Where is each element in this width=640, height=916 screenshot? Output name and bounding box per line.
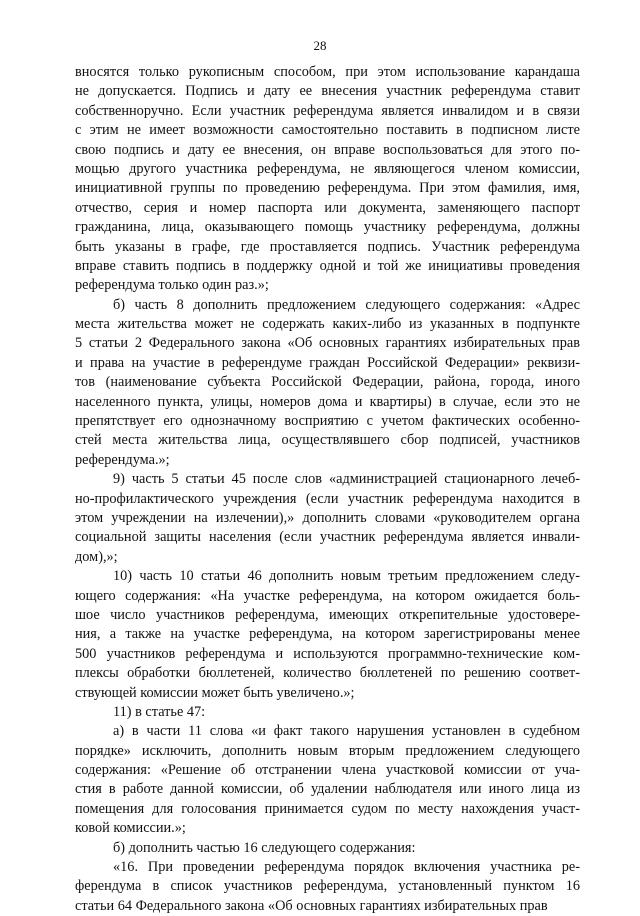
text-line: места жительства может не содержать каких-либо из указанных в подпункте (75, 316, 580, 333)
paragraph-p3 (75, 470, 580, 567)
text-line: стей места жительства лица, осуществлявшего сбор подписей, участников (75, 432, 580, 449)
text-line: шое число участников референдума, имеющих открепительные удостовере- (75, 606, 580, 623)
text-line: препятствует его однозначному восприятию с учетом фактических особенно- (75, 413, 580, 430)
paragraph-p6 (75, 722, 580, 838)
text-line: гражданина, лица, оказывающего помощь участнику референдума, должны (75, 219, 580, 236)
text-line: помещения для голосования принимается судом по месту нахождения участ- (75, 800, 580, 817)
text-line: тов (наименование субъекта Российской Федерации, района, города, иного (75, 374, 580, 391)
text-line: порядке» исключить, дополнить новым вторым предложением следующего (75, 742, 580, 759)
paragraph-p7 (75, 839, 580, 858)
text-line: свою подпись и дату ее внесения, он вправе воспользоваться для этого по- (75, 141, 580, 158)
text-line: б) дополнить частью 16 следующего содержания: (113, 839, 416, 856)
text-line: 9) часть 5 статьи 45 после слов «администрацией стационарного лечеб- (113, 471, 580, 488)
text-line: референдума.»; (75, 451, 170, 468)
text-line: собственноручно. Если участник референдума является инвалидом и в связи (75, 102, 580, 119)
paragraph-p1 (75, 63, 580, 296)
text-line: 500 участников референдума и используются программно-технические ком- (75, 645, 580, 662)
document-body (75, 63, 580, 916)
text-line: отчество, серия и номер паспорта или документа, заменяющего паспорт (75, 199, 580, 216)
page-number: 28 (313, 38, 327, 53)
text-line: быть указаны в графе, где проставляется подпись. Участник референдума (75, 238, 580, 255)
text-line: этом учреждении на излечении),» дополнить словами «руководителем органа (75, 509, 580, 526)
text-line: но-профилактического учреждения (если участник референдума находится в (75, 490, 580, 507)
text-line: ферендума в список участников референдума, установленный пунктом 16 (75, 878, 580, 895)
text-line: статьи 64 Федерального закона «Об основных гарантиях избирательных прав (75, 897, 548, 914)
text-line: референдума только один раз.»; (75, 277, 269, 294)
text-line: а) в части 11 слова «и факт такого нарушения установлен в судебном (113, 723, 580, 740)
paragraph-p2 (75, 296, 580, 471)
text-line: инициативной группы по проведению референдума. При этом фамилия, имя, (75, 180, 580, 197)
text-line: населенного пункта, улицы, номеров дома и квартиры) в случае, если это не (75, 393, 580, 410)
text-line: содержания: «Решение об отстранении члена участковой комиссии от уча- (75, 762, 580, 779)
text-line: «16. При проведении референдума порядок включения участника ре- (113, 859, 580, 876)
paragraph-p5 (75, 703, 580, 722)
text-line: мощью другого участника референдума, не являющегося членом комиссии, (75, 160, 580, 177)
text-line: социальной защиты населения (если участник референдума является инвали- (75, 529, 580, 546)
text-line: плексы обработки бюллетеней, количество бюллетеней по решению соответ- (75, 665, 580, 682)
text-line: ствующей комиссии может быть увеличено.»; (75, 684, 355, 701)
paragraph-p8 (75, 858, 580, 916)
text-line: ния, а также на участке референдума, на котором зарегистрированы менее (75, 626, 580, 643)
text-line: 10) часть 10 статьи 46 дополнить новым третьим предложением следу- (113, 568, 580, 585)
text-line: 11) в статье 47: (113, 703, 206, 720)
text-line: ющего содержания: «На участке референдума, на котором ожидается боль- (75, 587, 580, 604)
text-line: б) часть 8 дополнить предложением следующего содержания: «Адрес (113, 296, 580, 313)
text-line: с этим не имеет возможности самостоятельно поставить в подписном листе (75, 122, 580, 139)
text-line: стия в работе данной комиссии, об удалении наблюдателя или иного лица из (75, 781, 580, 798)
text-line: ковой комиссии.»; (75, 820, 186, 837)
text-line: 5 статьи 2 Федерального закона «Об основных гарантиях избирательных прав (75, 335, 580, 352)
text-line: вносятся только рукописным способом, при этом использование карандаша (75, 64, 580, 80)
text-line: и права на участие в референдуме граждан Российской Федерации» реквизи- (75, 354, 580, 371)
paragraph-p4 (75, 567, 580, 703)
text-line: дом),»; (75, 548, 118, 565)
text-line: вправе ставить подпись в поддержку одной и той же инициативы проведения (75, 257, 580, 274)
text-line: не допускается. Подпись и дату ее внесения участник референдума ставит (75, 83, 580, 100)
